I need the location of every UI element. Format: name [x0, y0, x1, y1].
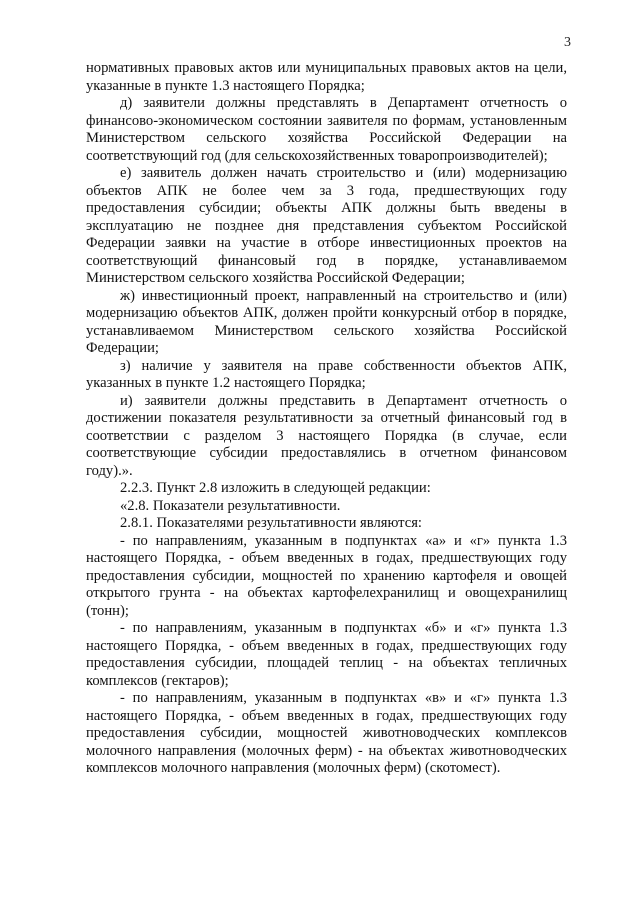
paragraph: з) наличие у заявителя на праве собственности объектов АПК, указанных в пункте 1.2 настоящего Порядка;	[86, 357, 567, 391]
paragraph: - по направлениям, указанным в подпунктах «б» и «г» пункта 1.3 настоящего Порядка, - объем введенных в годах, предшествующих году предоставления субсидии, площадей теплиц - на объектах тепличных комплексов (гектаров);	[86, 620, 567, 689]
paragraph: д) заявители должны представлять в Департамент отчетность о финансово-экономическом состоянии заявителя по формам, установленным Министерством сельского хозяйства Российской Федерации на соответствующий год (для сельскохозяйственных товаропроизводителей);	[86, 95, 567, 164]
paragraph: ж) инвестиционный проект, направленный на строительство и (или) модернизацию объектов АПК, должен пройти конкурсный отбор в порядке, устанавливаемом Министерством сельского хозяйства Российской Федерации;	[86, 287, 567, 356]
paragraph: - по направлениям, указанным в подпунктах «а» и «г» пункта 1.3 настоящего Порядка, - объем введенных в годах, предшествующих году предоставления субсидии, мощностей по хранению картофеля и овощей открытого грунта - на объектах картофелехранилищ и овощехранилищ (тонн);	[86, 532, 567, 619]
paragraph: и) заявители должны представить в Департамент отчетность о достижении показателя результативности за отчетный финансовый год в соответствии с разделом 3 настоящего Порядка (в случае, если соответствующие субсидии предоставлялись в отчетном финансовом году).».	[86, 392, 567, 479]
page-number: 3	[564, 35, 571, 50]
paragraph: е) заявитель должен начать строительство и (или) модернизацию объектов АПК не более чем за 3 года, предшествующих году предоставления субсидии; объекты АПК должны быть введены в эксплуатацию не позднее дня представления субъектом Российской Федерации заявки на участие в отборе инвестиционных проектов на соответствующий финансовый год в порядке, устанавливаемом Министерством сельского хозяйства Российской Федерации;	[86, 165, 567, 286]
paragraph: - по направлениям, указанным в подпунктах «в» и «г» пункта 1.3 настоящего Порядка, - объем введенных в годах, предшествующих году предоставления субсидии, мощностей животноводческих комплексов молочного направления (молочных ферм) - на объектах животноводческих комплексов молочного направления (молочных ферм) (скотомест).	[86, 690, 567, 776]
paragraph: 2.8.1. Показателями результативности являются:	[120, 515, 422, 531]
document-body	[86, 60, 567, 778]
paragraph: 2.2.3. Пункт 2.8 изложить в следующей редакции:	[120, 480, 431, 496]
paragraph: «2.8. Показатели результативности.	[120, 497, 341, 514]
paragraph: нормативных правовых актов или муниципальных правовых актов на цели, указанные в пункте 1.3 настоящего Порядка;	[86, 60, 567, 94]
